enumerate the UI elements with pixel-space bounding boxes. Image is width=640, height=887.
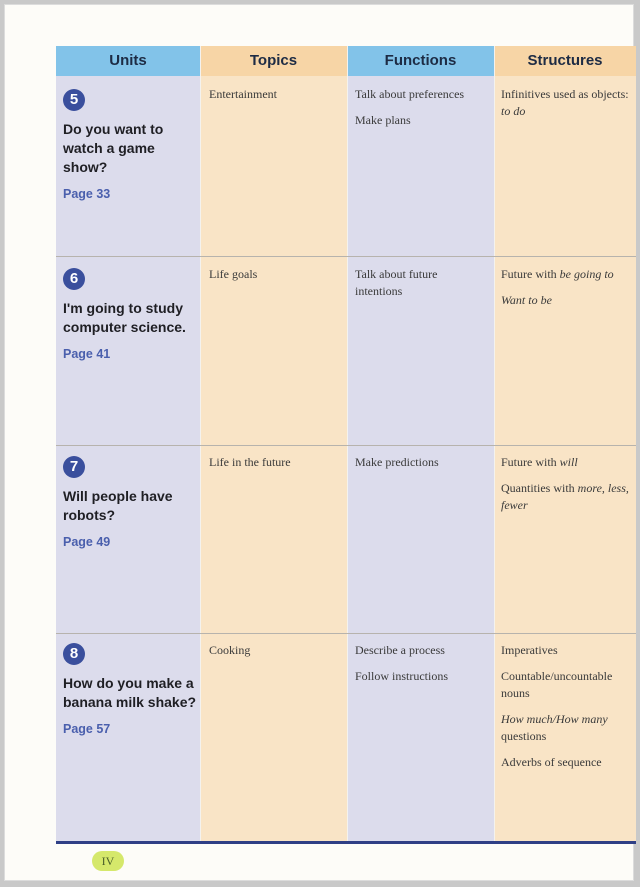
- header-functions: Functions: [347, 46, 494, 76]
- unit-number-badge: 6: [63, 268, 85, 290]
- unit-page-link[interactable]: Page 41: [63, 347, 111, 361]
- header-units: Units: [56, 46, 200, 76]
- structure-item: Infinitives used as objects: to do: [501, 87, 629, 118]
- structure-item: Want to be: [501, 293, 552, 307]
- unit-number-badge: 5: [63, 89, 85, 111]
- topic-cell: [209, 642, 344, 668]
- functions-cell: [355, 266, 475, 309]
- unit-title: How do you make a banana milk shake?: [63, 675, 197, 710]
- unit-7: [63, 456, 198, 549]
- header-structures: Structures: [494, 46, 636, 76]
- unit-number-badge: 7: [63, 456, 85, 478]
- structures-cell: [501, 86, 635, 129]
- unit-title: I'm going to study computer science.: [63, 300, 186, 335]
- structure-item: Future with be going to: [501, 267, 614, 281]
- functions-cell: [355, 86, 491, 138]
- row-divider: [56, 256, 636, 257]
- topic-text: Life in the future: [209, 455, 291, 469]
- page-number-badge: IV: [92, 851, 124, 871]
- structures-cell: [501, 642, 635, 780]
- unit-title: Do you want to watch a game show?: [63, 121, 164, 175]
- function-item: Describe a process: [355, 643, 445, 657]
- structure-item: Future with will: [501, 455, 578, 469]
- row-divider: [56, 445, 636, 446]
- topic-text: Cooking: [209, 643, 251, 657]
- function-item: Make predictions: [355, 455, 439, 469]
- unit-page-link[interactable]: Page 49: [63, 535, 111, 549]
- unit-title: Will people have robots?: [63, 488, 173, 523]
- unit-8: [63, 643, 198, 736]
- structure-item: Imperatives: [501, 643, 558, 657]
- table-bottom-rule: [56, 841, 636, 844]
- header-topics: Topics: [200, 46, 347, 76]
- row-divider: [56, 633, 636, 634]
- function-item: Follow instructions: [355, 669, 449, 683]
- topic-cell: [209, 454, 344, 480]
- book-page: [4, 4, 634, 881]
- function-item: Talk about preferences: [355, 87, 465, 101]
- unit-6: [63, 268, 198, 361]
- structure-item: Adverbs of sequence: [501, 755, 602, 769]
- topic-cell: [209, 266, 344, 292]
- unit-number-badge: 8: [63, 643, 85, 665]
- structure-item: Quantities with more, less, fewer: [501, 481, 629, 512]
- contents-table: [56, 46, 636, 844]
- topic-text: Entertainment: [209, 87, 277, 101]
- functions-cell: [355, 642, 491, 694]
- function-item: Make plans: [355, 113, 411, 127]
- unit-page-link[interactable]: Page 33: [63, 187, 111, 201]
- topic-cell: [209, 86, 344, 112]
- function-item: Talk about future intentions: [355, 267, 438, 298]
- functions-cell: [355, 454, 491, 480]
- topic-text: Life goals: [209, 267, 258, 281]
- structure-item: How much/How many questions: [501, 712, 608, 743]
- structure-item: Countable/uncountable nouns: [501, 669, 613, 700]
- structures-cell: [501, 454, 635, 523]
- unit-page-link[interactable]: Page 57: [63, 722, 111, 736]
- structures-cell: [501, 266, 635, 318]
- unit-5: [63, 89, 198, 201]
